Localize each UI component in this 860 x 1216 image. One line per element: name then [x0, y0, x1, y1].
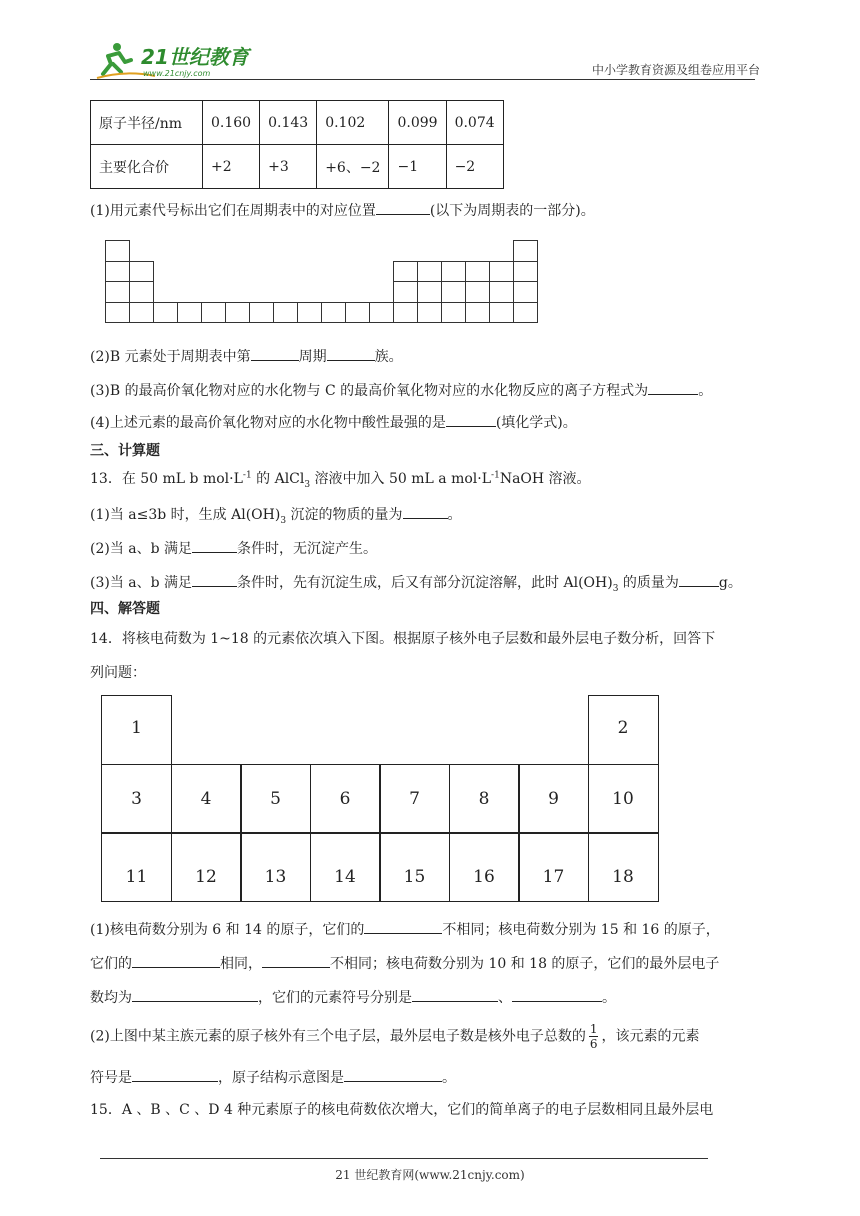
table-cell: 0.074 — [446, 101, 503, 145]
grid-cell — [417, 281, 442, 303]
table-cell: 主要化合价 — [91, 145, 203, 189]
text: 、 — [498, 990, 512, 1006]
periodic-table-outline — [105, 240, 537, 322]
element-cell: 8 — [449, 764, 520, 834]
text: 溶液中加入 50 mL a mol·L — [310, 471, 492, 487]
element-grid — [101, 695, 659, 901]
grid-cell — [441, 281, 466, 303]
fraction-numerator: 1 — [589, 1022, 598, 1036]
text: (2)当 a、b 满足 — [90, 541, 193, 557]
element-cell: 13 — [240, 832, 311, 902]
text: (1)当 a≤3b 时，生成 Al(OH) — [90, 507, 281, 523]
text: (1)核电荷数分别为 6 和 14 的原子，它们的 — [90, 922, 365, 938]
grid-cell — [513, 302, 538, 324]
atomic-data-table — [90, 100, 504, 189]
grid-cell — [129, 281, 154, 303]
text: NaOH 溶液。 — [499, 471, 591, 487]
text: 。 — [698, 383, 713, 399]
q12-part4 — [90, 411, 577, 433]
element-cell: 9 — [518, 764, 589, 834]
answer-blank[interactable] — [192, 537, 237, 553]
grid-cell — [465, 261, 490, 283]
q13-stem — [90, 469, 591, 489]
text: g。 — [718, 575, 742, 591]
answer-blank[interactable] — [648, 379, 698, 395]
grid-cell — [513, 261, 538, 283]
grid-cell — [201, 302, 226, 324]
element-cell: 12 — [171, 832, 242, 902]
text: 它们的 — [90, 956, 132, 972]
grid-cell — [105, 281, 130, 303]
text: 不相同；核电荷数分别为 15 和 16 的原子， — [442, 922, 720, 938]
text: (2)上图中某主族元素的原子核外有三个电子层，最外层电子数是核外电子总数的 — [90, 1028, 586, 1045]
element-cell: 16 — [449, 832, 520, 902]
footer-text: 21 世纪教育网(www.21cnjy.com) — [335, 1168, 525, 1182]
answer-blank[interactable] — [446, 411, 496, 427]
element-cell: 14 — [310, 832, 381, 902]
grid-cell — [105, 240, 130, 262]
q14-part1-line3 — [90, 986, 616, 1008]
table-cell: 0.099 — [389, 101, 446, 145]
grid-cell — [417, 261, 442, 283]
text: 条件时，先有沉淀生成，后又有部分沉淀溶解，此时 Al(OH) — [237, 575, 613, 591]
logo-url: www.21cnjy.com — [143, 69, 211, 78]
text: (1)用元素代号标出它们在周期表中的对应位置 — [90, 203, 376, 219]
text: (3)B 的最高价氧化物对应的水化物与 C 的最高价氧化物对应的水化物反应的离子方程式为 — [90, 383, 649, 399]
text: 相同， — [220, 956, 262, 972]
grid-cell — [489, 281, 514, 303]
answer-blank[interactable] — [132, 1066, 218, 1082]
answer-blank[interactable] — [344, 1066, 442, 1082]
q14-part1-line2 — [90, 952, 719, 974]
grid-cell — [441, 302, 466, 324]
grid-cell — [489, 261, 514, 283]
subscript: 3 — [612, 583, 619, 594]
section-heading: 四、解答题 — [90, 601, 160, 617]
grid-cell — [105, 261, 130, 283]
answer-blank[interactable] — [412, 986, 498, 1002]
grid-cell — [441, 261, 466, 283]
text: ，该元素的元素 — [601, 1028, 700, 1045]
text: ，它们的元素符号分别是 — [258, 990, 412, 1006]
grid-cell — [105, 302, 130, 324]
q12-part1 — [90, 199, 595, 221]
q12-part2 — [90, 345, 403, 367]
table-cell: −1 — [389, 145, 446, 189]
element-cell: 18 — [588, 832, 659, 902]
q13-part3 — [90, 571, 742, 593]
superscript: -1 — [491, 470, 500, 481]
fraction-denominator: 6 — [589, 1037, 598, 1051]
footer-rule — [100, 1158, 708, 1159]
grid-cell — [345, 302, 370, 324]
answer-blank[interactable] — [679, 571, 719, 587]
answer-blank[interactable] — [132, 986, 258, 1002]
table-cell: 0.143 — [260, 101, 317, 145]
platform-title: 中小学教育资源及组卷应用平台 — [591, 63, 760, 77]
subscript: 3 — [304, 479, 311, 490]
text: (3)当 a、b 满足 — [90, 575, 193, 591]
text: (2)B 元素处于周期表中第 — [90, 349, 251, 365]
grid-cell — [393, 302, 418, 324]
element-cell: 5 — [240, 764, 311, 834]
grid-cell — [465, 302, 490, 324]
answer-blank[interactable] — [251, 345, 299, 361]
logo — [95, 40, 260, 80]
table-row — [91, 145, 504, 189]
element-cell: 3 — [101, 764, 172, 834]
q15-stem: 15．A 、B 、C 、D 4 种元素原子的核电荷数依次增大，它们的简单离子的电子层数相同且最外层电 — [90, 1102, 714, 1118]
grid-cell — [417, 302, 442, 324]
answer-blank[interactable] — [192, 571, 237, 587]
table-cell: +2 — [203, 145, 260, 189]
q14-stem-line1: 14．将核电荷数为 1~18 的元素依次填入下图。根据原子核外电子层数和最外层电子数分析，回答下 — [90, 631, 716, 647]
header-rule — [90, 79, 755, 80]
grid-cell — [393, 261, 418, 283]
logo-text: 21世纪教育 — [141, 45, 249, 69]
text: 符号是 — [90, 1070, 132, 1086]
grid-cell — [393, 281, 418, 303]
table-cell: +6、−2 — [317, 145, 389, 189]
grid-cell — [129, 261, 154, 283]
table-cell: 原子半径/nm — [91, 101, 203, 145]
q14-part2-line2 — [90, 1066, 456, 1088]
grid-cell — [273, 302, 298, 324]
text: 。 — [442, 1070, 456, 1086]
text: 不相同；核电荷数分别为 10 和 18 的原子，它们的最外层电子 — [330, 956, 720, 972]
element-cell: 2 — [588, 695, 659, 765]
element-cell: 11 — [101, 832, 172, 902]
text: 13．在 50 mL b mol·L — [90, 471, 243, 487]
element-cell: 6 — [310, 764, 381, 834]
text: (4)上述元素的最高价氧化物对应的水化物中酸性最强的是 — [90, 415, 446, 431]
answer-blank[interactable] — [327, 345, 375, 361]
q13-part2 — [90, 537, 377, 559]
element-cell: 1 — [101, 695, 172, 765]
text: 周期 — [298, 349, 327, 365]
text: 族。 — [374, 349, 403, 365]
superscript: -1 — [242, 470, 252, 481]
text: 。 — [602, 990, 616, 1006]
element-cell: 15 — [379, 832, 450, 902]
text: (以下为周期表的一部分)。 — [429, 203, 595, 219]
table-cell: 0.102 — [317, 101, 389, 145]
text: (填化学式)。 — [495, 415, 577, 431]
answer-blank[interactable] — [262, 952, 330, 968]
grid-cell — [249, 302, 274, 324]
answer-blank[interactable] — [132, 952, 220, 968]
grid-cell — [489, 302, 514, 324]
subscript: 3 — [280, 515, 287, 526]
grid-cell — [513, 281, 538, 303]
element-cell: 7 — [379, 764, 450, 834]
text: 沉淀的物质的量为 — [286, 507, 403, 523]
answer-blank[interactable] — [364, 918, 442, 934]
grid-cell — [321, 302, 346, 324]
element-cell: 17 — [518, 832, 589, 902]
table-cell: −2 — [446, 145, 503, 189]
grid-cell — [513, 240, 538, 262]
table-row — [91, 101, 504, 145]
grid-cell — [177, 302, 202, 324]
section-heading: 三、计算题 — [90, 443, 160, 459]
text: 。 — [447, 507, 462, 523]
text: 条件时，无沉淀产生。 — [237, 541, 378, 557]
element-cell: 4 — [171, 764, 242, 834]
grid-cell — [153, 302, 178, 324]
grid-cell — [297, 302, 322, 324]
text: ，原子结构示意图是 — [218, 1070, 344, 1086]
text: 的 AlCl — [251, 471, 305, 487]
answer-blank[interactable] — [512, 986, 602, 1002]
element-cell: 10 — [588, 764, 659, 834]
grid-cell — [129, 302, 154, 324]
q14-stem-line2: 列问题： — [90, 665, 146, 681]
table-cell: 0.160 — [203, 101, 260, 145]
answer-blank[interactable] — [403, 503, 448, 519]
q13-part1 — [90, 503, 462, 525]
fraction — [589, 1022, 599, 1051]
grid-cell — [369, 302, 394, 324]
q12-part3 — [90, 379, 712, 401]
q14-part1-line1 — [90, 918, 720, 940]
table-cell: +3 — [260, 145, 317, 189]
text: 数均为 — [90, 990, 132, 1006]
answer-blank[interactable] — [376, 199, 430, 215]
grid-cell — [225, 302, 250, 324]
q14-part2-line1 — [90, 1022, 699, 1051]
grid-cell — [465, 281, 490, 303]
text: 的质量为 — [618, 575, 679, 591]
